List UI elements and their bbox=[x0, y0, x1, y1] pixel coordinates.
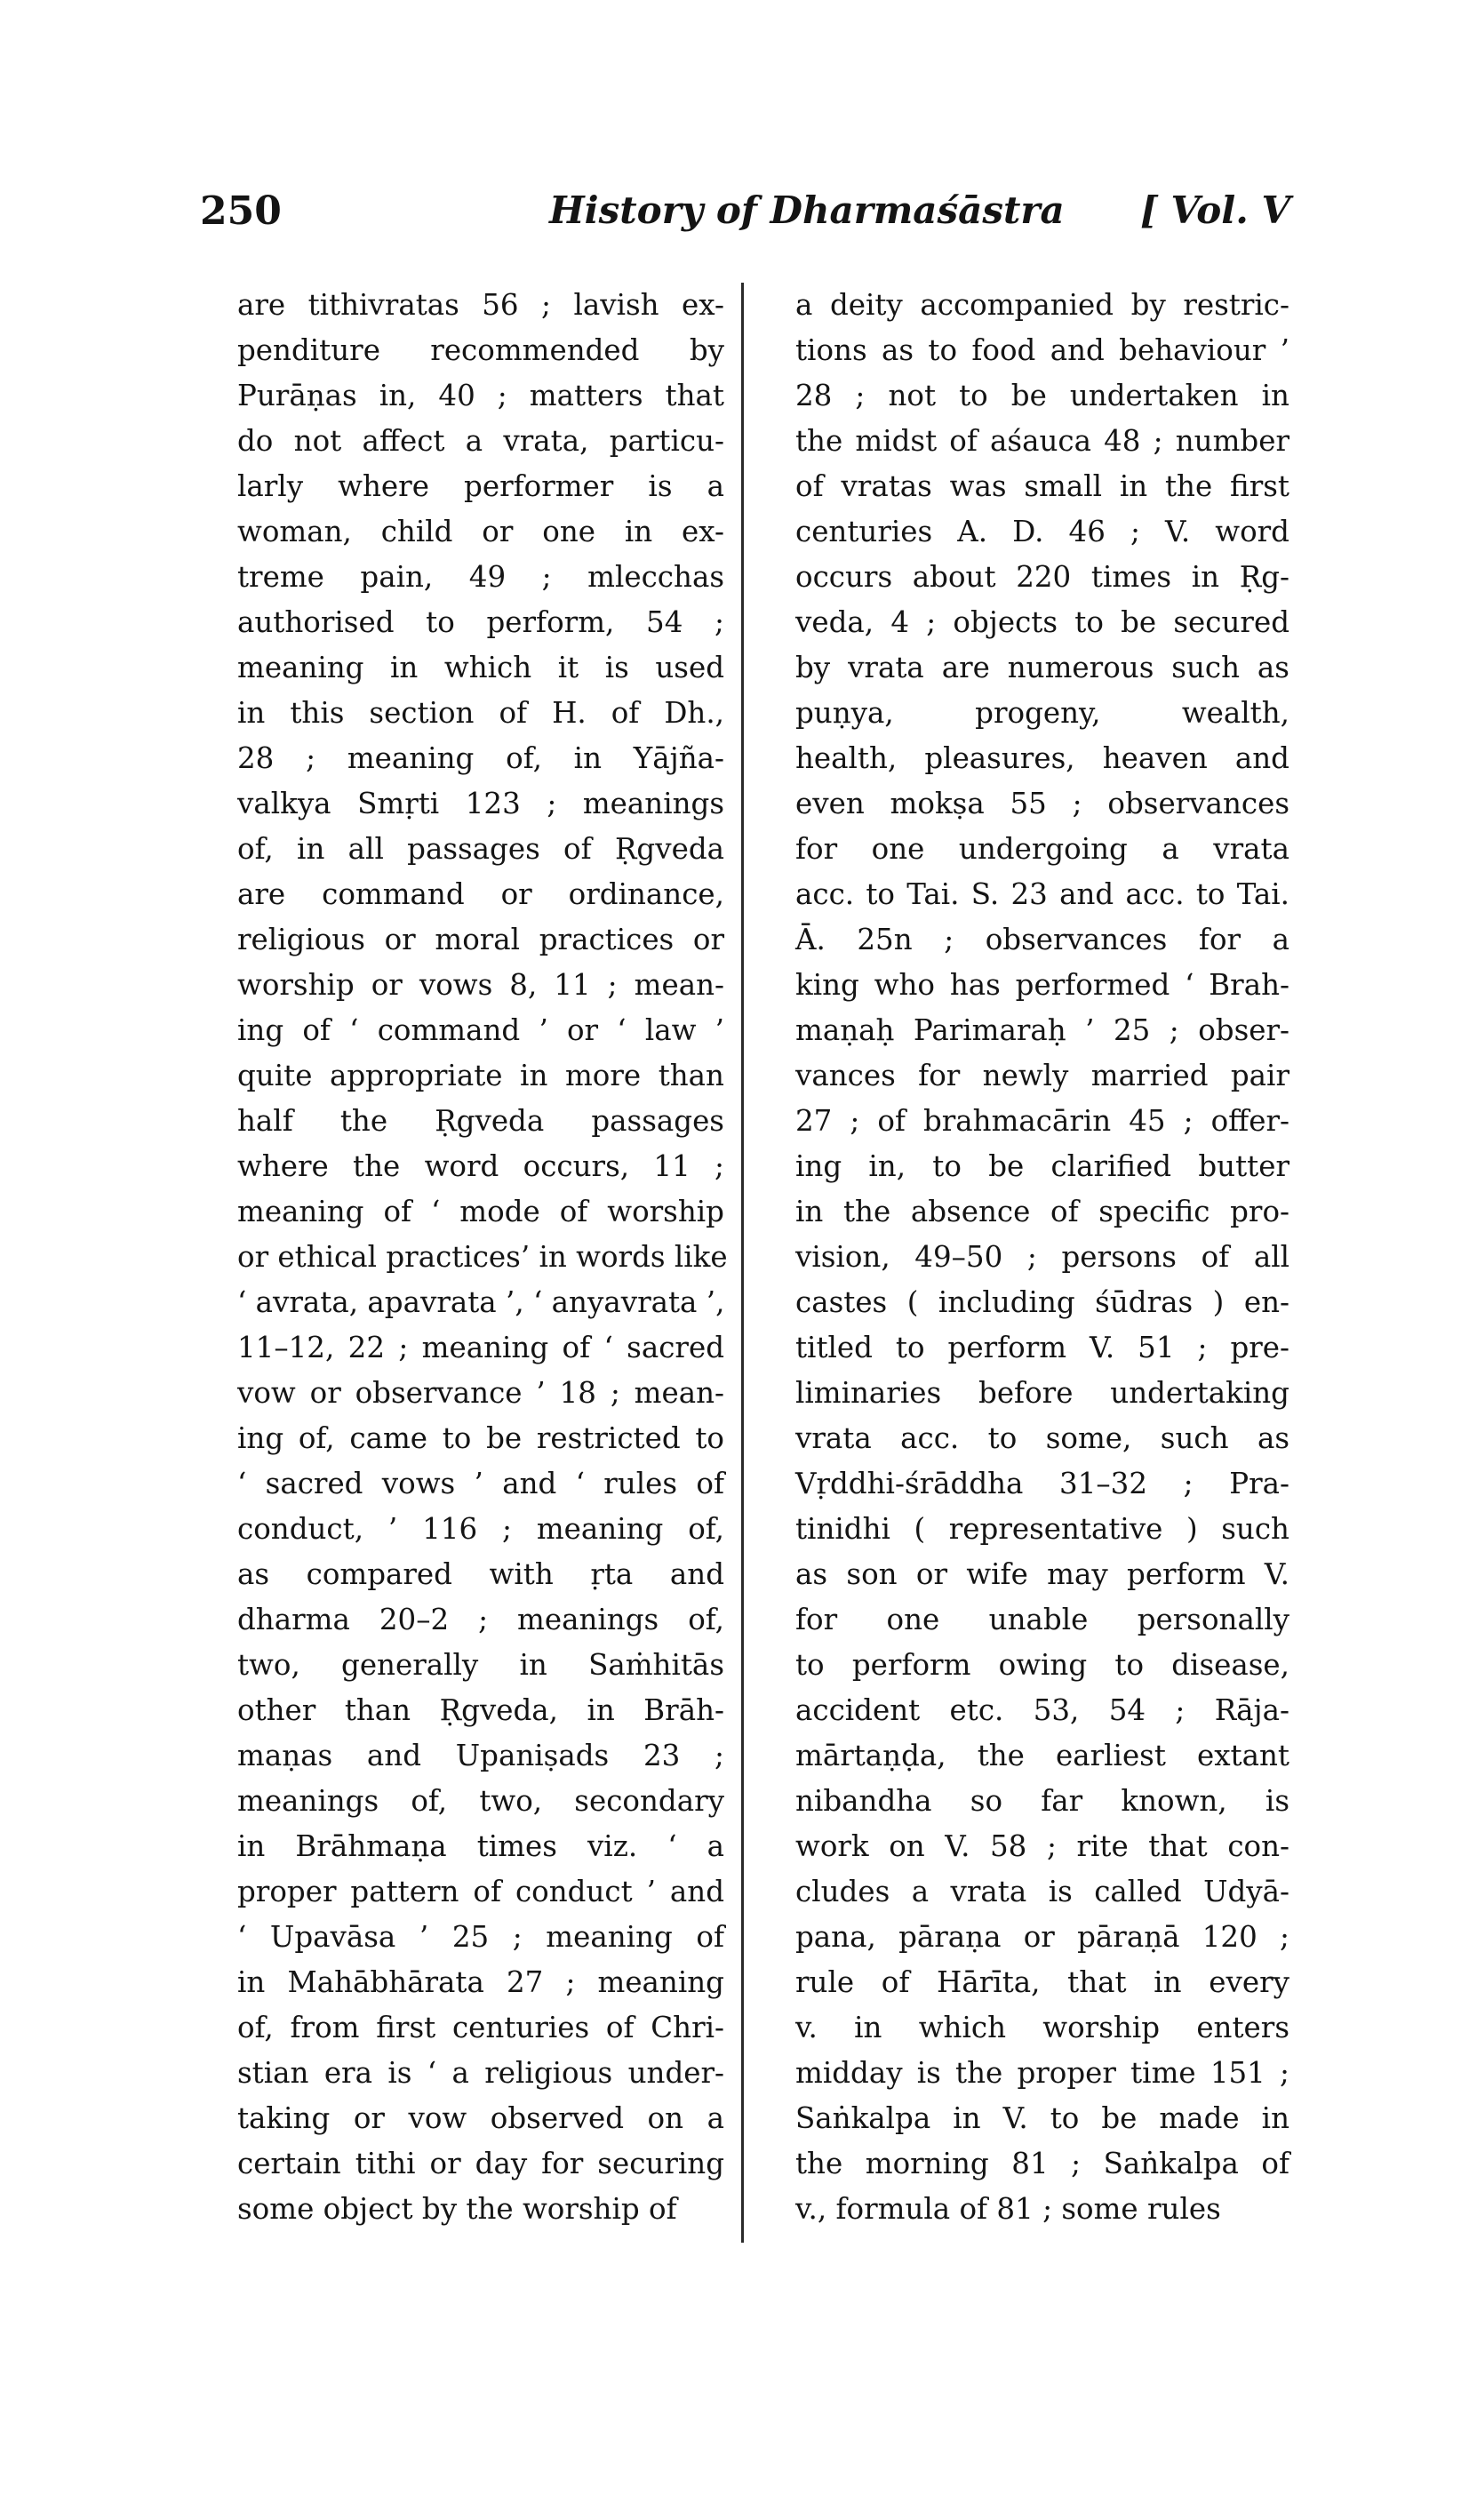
text-line: 27 ; of brahmacārin 45 ; offer- bbox=[795, 1104, 1289, 1138]
text-line: a deity accompanied by restric- bbox=[795, 288, 1289, 322]
text-line: v. in which worship enters bbox=[795, 2011, 1289, 2044]
text-line: nibandha so far known, is bbox=[795, 1784, 1289, 1818]
text-line: accident etc. 53, 54 ; Rāja- bbox=[795, 1693, 1289, 1727]
text-line: certain tithi or day for securing bbox=[237, 2147, 724, 2180]
text-line: religious or moral practices or bbox=[237, 923, 724, 956]
text-line: vision, 49–50 ; persons of all bbox=[795, 1240, 1289, 1274]
text-line: cludes a vrata is called Udyā- bbox=[795, 1875, 1289, 1908]
text-line: king who has performed ‘ Brah- bbox=[795, 968, 1289, 1002]
text-line: vances for newly married pair bbox=[795, 1059, 1289, 1092]
text-line: worship or vows 8, 11 ; mean- bbox=[237, 968, 724, 1002]
text-line: occurs about 220 times in Ṛg- bbox=[795, 560, 1289, 594]
text-line: to perform owing to disease, bbox=[795, 1648, 1289, 1682]
text-line: larly where performer is a bbox=[237, 469, 724, 503]
text-line: or ethical practices’ in words like bbox=[237, 1240, 728, 1274]
text-line: acc. to Tai. S. 23 and acc. to Tai. bbox=[795, 877, 1289, 911]
text-line: mārtaṇḍa, the earliest extant bbox=[795, 1739, 1289, 1772]
text-line: maṇaḥ Parimaraḥ ’ 25 ; obser- bbox=[795, 1013, 1289, 1047]
text-line: pana, pāraṇa or pāraṇā 120 ; bbox=[795, 1920, 1289, 1954]
text-line: liminaries before undertaking bbox=[795, 1376, 1289, 1410]
text-line: dharma 20–2 ; meanings of, bbox=[237, 1603, 724, 1636]
text-line: valkya Smṛti 123 ; meanings bbox=[237, 787, 724, 820]
right-column bbox=[795, 283, 1289, 2232]
text-line: by vrata are numerous such as bbox=[795, 651, 1289, 684]
text-line: authorised to perform, 54 ; bbox=[237, 605, 724, 639]
text-line: as son or wife may perform V. bbox=[795, 1557, 1289, 1591]
text-line: ‘ avrata, apavrata ’, ‘ anyavrata ’, bbox=[237, 1285, 725, 1319]
text-line: are command or ordinance, bbox=[237, 877, 724, 911]
text-line: stian era is ‘ a religious under- bbox=[237, 2056, 724, 2090]
page-number: 250 bbox=[200, 188, 282, 234]
left-column bbox=[237, 283, 728, 2232]
text-line: Purāṇas in, 40 ; matters that bbox=[237, 379, 724, 412]
text-line: where the word occurs, 11 ; bbox=[237, 1149, 724, 1183]
text-line: conduct, ’ 116 ; meaning of, bbox=[237, 1512, 724, 1546]
text-line: tinidhi ( representative ) such bbox=[795, 1512, 1289, 1546]
text-line: of vratas was small in the first bbox=[795, 469, 1289, 503]
text-line: two, generally in Saṁhitās bbox=[237, 1648, 724, 1682]
text-line: in Mahābhārata 27 ; meaning bbox=[237, 1965, 724, 1999]
text-line: puṇya, progeny, wealth, bbox=[795, 696, 1289, 730]
text-line: for one undergoing a vrata bbox=[795, 832, 1289, 866]
text-line: 11–12, 22 ; meaning of ‘ sacred bbox=[237, 1331, 724, 1364]
text-line: of, from first centuries of Chri- bbox=[237, 2011, 724, 2044]
text-line: ing of, came to be restricted to bbox=[237, 1421, 724, 1455]
text-line: ing in, to be clarified butter bbox=[795, 1149, 1289, 1183]
text-line: penditure recommended by bbox=[237, 333, 724, 367]
text-line: other than Ṛgveda, in Brāh- bbox=[237, 1693, 724, 1727]
text-line: the midst of aśauca 48 ; number bbox=[795, 424, 1289, 458]
text-line: ‘ Upavāsa ’ 25 ; meaning of bbox=[237, 1920, 724, 1954]
text-line: work on V. 58 ; rite that con- bbox=[795, 1829, 1289, 1863]
text-line: health, pleasures, heaven and bbox=[795, 741, 1289, 775]
text-line: meaning in which it is used bbox=[237, 651, 724, 684]
text-line: taking or vow observed on a bbox=[237, 2101, 724, 2135]
text-line: tions as to food and behaviour ’ bbox=[795, 333, 1289, 367]
text-line: rule of Hārīta, that in every bbox=[795, 1965, 1289, 1999]
text-line: treme pain, 49 ; mlecchas bbox=[237, 560, 724, 594]
text-line: quite appropriate in more than bbox=[237, 1059, 724, 1092]
text-line: castes ( including śūdras ) en- bbox=[795, 1285, 1289, 1319]
text-line: for one unable personally bbox=[795, 1603, 1289, 1636]
text-line: meanings of, two, secondary bbox=[237, 1784, 724, 1818]
text-line: woman, child or one in ex- bbox=[237, 515, 724, 548]
text-line: centuries A. D. 46 ; V. word bbox=[795, 515, 1289, 548]
text-line: in the absence of specific pro- bbox=[795, 1195, 1289, 1228]
text-line: veda, 4 ; objects to be secured bbox=[795, 605, 1289, 639]
text-line: in this section of H. of Dh., bbox=[237, 696, 724, 730]
text-line: titled to perform V. 51 ; pre- bbox=[795, 1331, 1289, 1364]
text-line: ‘ sacred vows ’ and ‘ rules of bbox=[237, 1467, 724, 1500]
text-line: midday is the proper time 151 ; bbox=[795, 2056, 1289, 2090]
text-line: are tithivratas 56 ; lavish ex- bbox=[237, 288, 724, 322]
volume-label: [ Vol. V bbox=[1140, 188, 1291, 232]
text-line: of, in all passages of Ṛgveda bbox=[237, 832, 724, 866]
text-line: even mokṣa 55 ; observances bbox=[795, 787, 1289, 820]
text-line: vrata acc. to some, such as bbox=[795, 1421, 1289, 1455]
text-line: proper pattern of conduct ’ and bbox=[237, 1875, 724, 1908]
text-line: Ā. 25n ; observances for a bbox=[795, 923, 1289, 956]
text-line: as compared with ṛta and bbox=[237, 1557, 724, 1591]
text-line: vow or observance ’ 18 ; mean- bbox=[237, 1376, 724, 1410]
text-line: do not affect a vrata, particu- bbox=[237, 424, 724, 458]
text-line: v., formula of 81 ; some rules bbox=[795, 2192, 1221, 2226]
text-line: the morning 81 ; Saṅkalpa of bbox=[795, 2147, 1289, 2180]
text-line: maṇas and Upaniṣads 23 ; bbox=[237, 1739, 724, 1772]
running-title: History of Dharmaśāstra bbox=[549, 188, 1065, 232]
text-line: ing of ‘ command ’ or ‘ law ’ bbox=[237, 1013, 724, 1047]
text-line: 28 ; meaning of, in Yājña- bbox=[237, 741, 724, 775]
text-line: 28 ; not to be undertaken in bbox=[795, 379, 1289, 412]
text-line: Saṅkalpa in V. to be made in bbox=[795, 2101, 1289, 2135]
column-divider bbox=[741, 283, 744, 2243]
page-header bbox=[0, 188, 1469, 242]
text-line: in Brāhmaṇa times viz. ‘ a bbox=[237, 1829, 724, 1863]
text-line: some object by the worship of bbox=[237, 2192, 677, 2226]
text-line: half the Ṛgveda passages bbox=[237, 1104, 724, 1138]
text-line: Vṛddhi-śrāddha 31–32 ; Pra- bbox=[795, 1467, 1289, 1500]
text-line: meaning of ‘ mode of worship bbox=[237, 1195, 724, 1228]
